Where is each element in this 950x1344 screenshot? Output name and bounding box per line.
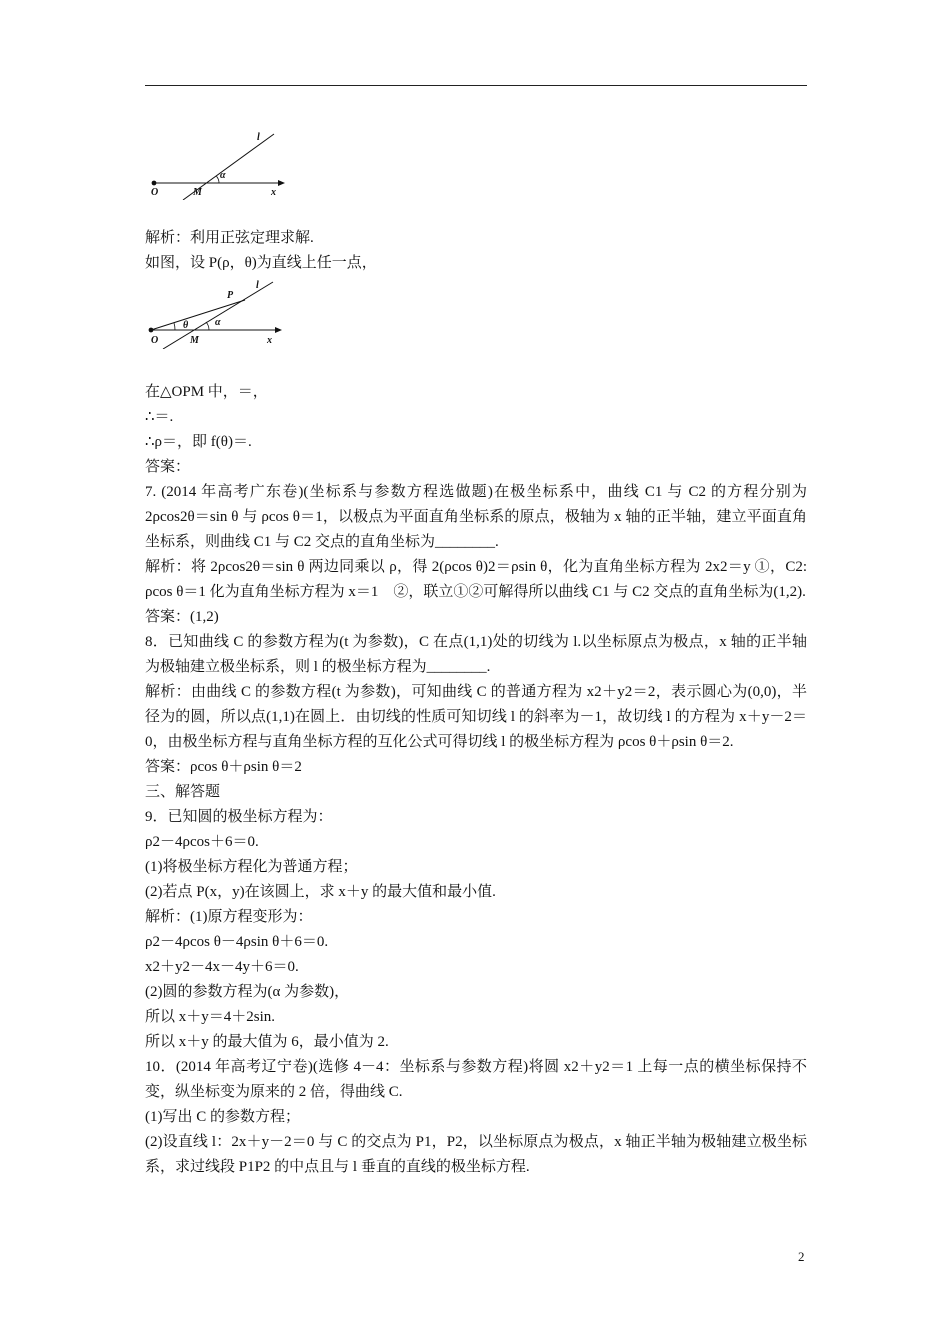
label-p: P — [227, 290, 234, 301]
answer-8: 答案：ρcos θ＋ρsin θ＝2 — [145, 759, 302, 775]
solution-7: 解析：将 2ρcos2θ＝sin θ 两边同乘以 ρ，得 2(ρcos θ)2＝ρsin θ，化为直角坐标方程为 2x2＝y ①，C2: ρcos θ＝1 化为直角坐标方程为 x＝1 ②，联立①②可解得所以曲线 C1 与 C2 交点的直角坐标为(1,2). — [145, 559, 807, 600]
text-line: ∴ρ＝，即 f(θ)＝. — [145, 434, 252, 450]
text-line: (2)若点 P(x，y)在该圆上，求 x＋y 的最大值和最小值. — [145, 884, 496, 900]
text-line: ρ2－4ρcos＋6＝0. — [145, 834, 259, 850]
text-line: (1)写出 C 的参数方程； — [145, 1109, 300, 1125]
solution-8: 解析：由曲线 C 的参数方程(t 为参数)，可知曲线 C 的普通方程为 x2＋y2＝2，表示圆心为(0,0)，半径为的圆，所以点(1,1)在圆上．由切线的性质可知切线 l 的斜率为－1，故切线 l 的方程为 x＋y－2＝0，由极坐标方程与直角坐标方程的互化公式可得切线 l 的极坐标方程为 ρcos θ＋ρsin θ＝2. — [145, 684, 807, 750]
question-8: 8．已知曲线 C 的参数方程为(t 为参数)，C 在点(1,1)处的切线为 l.以坐标原点为极点，x 轴的正半轴为极轴建立极坐标系，则 l 的极坐标方程为________. — [145, 634, 807, 675]
question-7: 7. (2014 年高考广东卷)(坐标系与参数方程选做题)在极坐标系中，曲线 C1 与 C2 的方程分别为 2ρcos2θ＝sin θ 与 ρcos θ＝1，以极点为平面直角坐标系的原点，极轴为 x 轴的正半轴，建立平面直角坐标系，则曲线 C1 与 C2 交点的直角坐标为________. — [145, 484, 807, 550]
label-x: x — [271, 187, 276, 198]
figure-line-angle — [145, 128, 305, 200]
label-m: M — [190, 335, 199, 346]
label-alpha: α — [215, 317, 221, 328]
text-line: ∴＝. — [145, 409, 174, 425]
axis-arrow-icon — [278, 180, 285, 186]
section-heading: 三、解答题 — [145, 784, 221, 800]
solution-9: 解析：(1)原方程变形为： — [145, 909, 313, 925]
text-line: (1)将极坐标方程化为普通方程； — [145, 859, 358, 875]
text-line: 在△OPM 中，＝， — [145, 384, 268, 400]
text-line: 所以 x＋y 的最大值为 6，最小值为 2. — [145, 1034, 389, 1050]
document-body — [145, 226, 807, 1180]
text-line: 解析：利用正弦定理求解. — [145, 230, 314, 246]
label-alpha: α — [220, 170, 226, 181]
question-10: 10．(2014 年高考辽宁卷)(选修 4－4：坐标系与参数方程)将圆 x2＋y2＝1 上每一点的横坐标保持不变，纵坐标变为原来的 2 倍，得曲线 C. — [145, 1059, 807, 1100]
label-l: l — [256, 280, 259, 291]
label-x: x — [267, 335, 272, 346]
text-line: (2)设直线 l：2x＋y－2＝0 与 C 的交点为 P1，P2，以坐标原点为极点，x 轴正半轴为极轴建立极坐标系，求过线段 P1P2 的中点且与 l 垂直的直线的极坐标方程. — [145, 1134, 807, 1175]
question-9: 9．已知圆的极坐标方程为： — [145, 809, 333, 825]
angle-arc — [217, 176, 220, 183]
answer-label: 答案： — [145, 459, 191, 475]
label-m: M — [193, 187, 202, 198]
label-l: l — [257, 132, 260, 143]
label-o: O — [151, 187, 159, 198]
label-o: O — [151, 335, 159, 346]
label-theta: θ — [183, 320, 189, 331]
text-line: 所以 x＋y＝4＋2sin. — [145, 1009, 276, 1025]
text-line: ρ2－4ρcos θ－4ρsin θ＋6＝0. — [145, 934, 329, 950]
header-rule — [145, 85, 807, 86]
page-number: 2 — [798, 1249, 805, 1264]
text-line: x2＋y2－4x－4y＋6＝0. — [145, 959, 299, 975]
answer-7: 答案：(1,2) — [145, 609, 219, 625]
text-line: 如图，设 P(ρ，θ)为直线上任一点， — [145, 255, 377, 271]
figure-spacer — [145, 276, 807, 380]
text-line: (2)圆的参数方程为(α 为参数)， — [145, 984, 350, 1000]
